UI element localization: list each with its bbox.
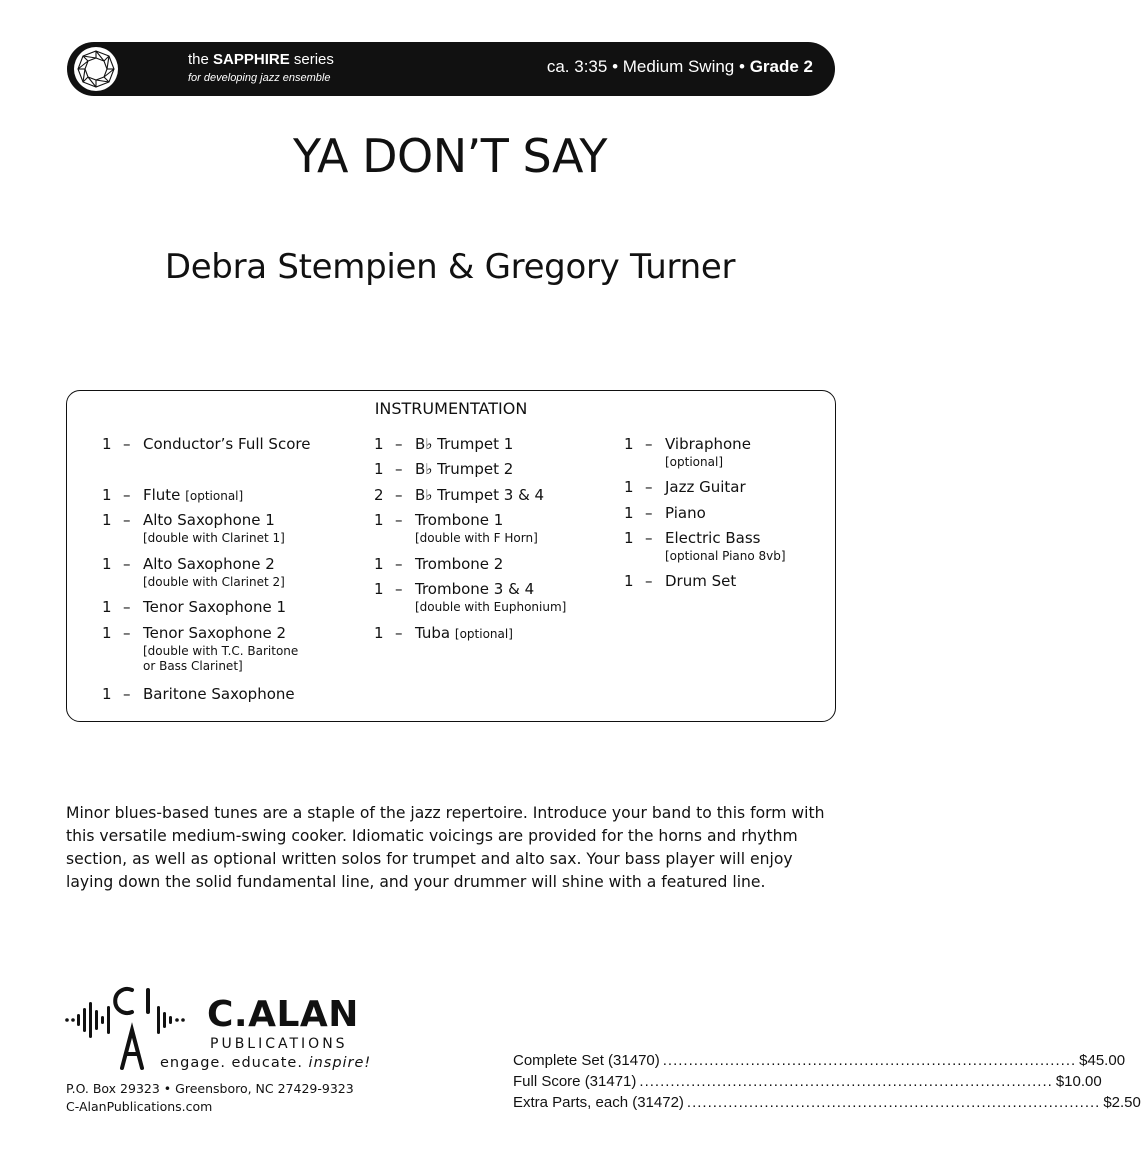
instrument-note: [double with T.C. Baritone or Bass Clarinet] xyxy=(143,644,299,673)
instrument-name: Baritone Saxophone xyxy=(143,685,295,703)
address-line: P.O. Box 29323 • Greensboro, NC 27429-9323 xyxy=(66,1081,354,1096)
instrument-name: Alto Saxophone 1 xyxy=(143,511,275,529)
instrument-name: Trombone 1 xyxy=(415,511,504,529)
instrument-name: Drum Set xyxy=(665,572,737,590)
instrument-qty: 1 xyxy=(102,624,112,642)
price-amount: $2.50 xyxy=(1103,1094,1141,1111)
instrument-name: Tenor Saxophone 2 xyxy=(143,624,287,642)
instrument-optional: [optional] xyxy=(454,627,513,641)
price-amount: $10.00 xyxy=(1055,1073,1102,1090)
price-list xyxy=(513,1050,1141,1113)
instrument-name: Conductor’s Full Score xyxy=(143,435,311,453)
instrument-name: B♭ Trumpet 2 xyxy=(415,460,514,478)
instrument-name: Vibraphone xyxy=(665,435,751,453)
instrument-qty: 1 xyxy=(102,435,112,453)
instrument-dash: – xyxy=(645,572,653,590)
instrument-qty: 1 xyxy=(102,511,112,529)
instrument-qty: 1 xyxy=(374,511,384,529)
price-row xyxy=(513,1071,1102,1092)
instrument-name: Trombone 2 xyxy=(415,555,504,573)
instrument-name: Alto Saxophone 2 xyxy=(143,555,275,573)
instrument-name: Tenor Saxophone 1 xyxy=(143,598,287,616)
series-banner xyxy=(67,42,835,96)
instrument-qty: 2 xyxy=(374,486,384,504)
instrument-optional: [optional] xyxy=(185,489,244,503)
instrument-qty: 1 xyxy=(102,555,112,573)
instrument-name: Jazz Guitar xyxy=(665,478,746,496)
instrument-note: [double with Clarinet 2] xyxy=(143,575,285,589)
instrument-name: Flute [optional] xyxy=(143,486,244,504)
instrument-qty: 1 xyxy=(374,555,384,573)
instrument-qty: 1 xyxy=(102,486,112,504)
instrument-qty: 1 xyxy=(624,572,634,590)
piece-title: YA DON’T SAY xyxy=(292,129,608,183)
price-amount: $45.00 xyxy=(1079,1052,1126,1069)
instrument-name: Trombone 3 & 4 xyxy=(415,580,535,598)
instrument-dash: – xyxy=(123,624,131,642)
instrumentation-box xyxy=(66,390,836,722)
instrument-name: B♭ Trumpet 1 xyxy=(415,435,514,453)
instrument-dash: – xyxy=(645,504,653,522)
price-row xyxy=(513,1050,1126,1071)
instrument-dash: – xyxy=(123,598,131,616)
instrument-note: [optional Piano 8vb] xyxy=(665,549,786,563)
instrument-qty: 1 xyxy=(624,435,634,453)
style: Medium Swing xyxy=(622,57,735,76)
publisher-address xyxy=(66,1080,354,1116)
piece-meta: ca. 3:35 • Medium Swing • Grade 2 xyxy=(546,57,813,76)
instrument-dash: – xyxy=(123,511,131,529)
instrument-name: Piano xyxy=(665,504,706,522)
instrument-name: B♭ Trumpet 3 & 4 xyxy=(415,486,545,504)
series-subtitle: for developing jazz ensemble xyxy=(188,72,331,84)
instrument-dash: – xyxy=(395,511,403,529)
price-row xyxy=(513,1092,1141,1113)
instrument-qty: 1 xyxy=(374,460,384,478)
instrument-dash: – xyxy=(395,435,403,453)
instrument-qty: 1 xyxy=(624,504,634,522)
instrument-qty: 1 xyxy=(102,598,112,616)
instrument-qty: 1 xyxy=(374,580,384,598)
instrument-dash: – xyxy=(645,529,653,547)
instrument-qty: 1 xyxy=(624,478,634,496)
composers: Debra Stempien & Gregory Turner xyxy=(164,247,736,287)
duration: ca. 3:35 xyxy=(546,57,608,76)
instrument-qty: 1 xyxy=(102,685,112,703)
instrument-note: [optional] xyxy=(665,455,723,469)
instrument-dash: – xyxy=(395,486,403,504)
leader-dots: ................................................................................ xyxy=(662,1052,1077,1069)
price-label: Complete Set (31470) xyxy=(513,1052,660,1069)
instrument-note: [double with Clarinet 1] xyxy=(143,531,285,545)
leader-dots: ................................................................................ xyxy=(686,1094,1101,1111)
instrument-dash: – xyxy=(123,486,131,504)
publisher-brand: C.ALAN xyxy=(207,994,359,1035)
instrument-dash: – xyxy=(395,555,403,573)
instrument-dash: – xyxy=(395,460,403,478)
instrument-dash: – xyxy=(123,685,131,703)
price-label: Full Score (31471) xyxy=(513,1073,637,1090)
instrument-qty: 1 xyxy=(624,529,634,547)
publisher-tagline: engage. educate. inspire! xyxy=(160,1055,372,1071)
website-link[interactable]: C-AlanPublications.com xyxy=(66,1099,213,1114)
instrument-qty: 1 xyxy=(374,624,384,642)
series-name: the SAPPHIRE series xyxy=(188,51,334,68)
instrument-dash: – xyxy=(645,435,653,453)
instrumentation-heading: INSTRUMENTATION xyxy=(374,399,528,418)
leader-dots: ................................................................................ xyxy=(639,1073,1053,1090)
instrument-note: [double with F Horn] xyxy=(415,531,538,545)
instrument-name: Electric Bass xyxy=(665,529,761,547)
instrument-note: [double with Euphonium] xyxy=(415,600,567,614)
grade: Grade 2 xyxy=(749,57,813,76)
price-label: Extra Parts, each (31472) xyxy=(513,1094,684,1111)
instrument-dash: – xyxy=(395,624,403,642)
instrument-name: Tuba [optional] xyxy=(415,624,513,642)
instrument-dash: – xyxy=(123,435,131,453)
publisher-sub: PUBLICATIONS xyxy=(210,1036,348,1052)
instrument-dash: – xyxy=(645,478,653,496)
sapphire-gem-icon xyxy=(73,46,119,92)
instrument-dash: – xyxy=(123,555,131,573)
instrument-dash: – xyxy=(395,580,403,598)
description: Minor blues-based tunes are a staple of the jazz repertoire. Introduce your band to this form with this versatile medium-swing cooker. Idiomatic voicings are provided for the horns and rhythm section, as well as optional written solos for trumpet and alto sax. Your bass player will enjoy laying down the solid fundamental line, and your drummer will shine with a featured line. xyxy=(66,804,825,891)
instrument-qty: 1 xyxy=(374,435,384,453)
